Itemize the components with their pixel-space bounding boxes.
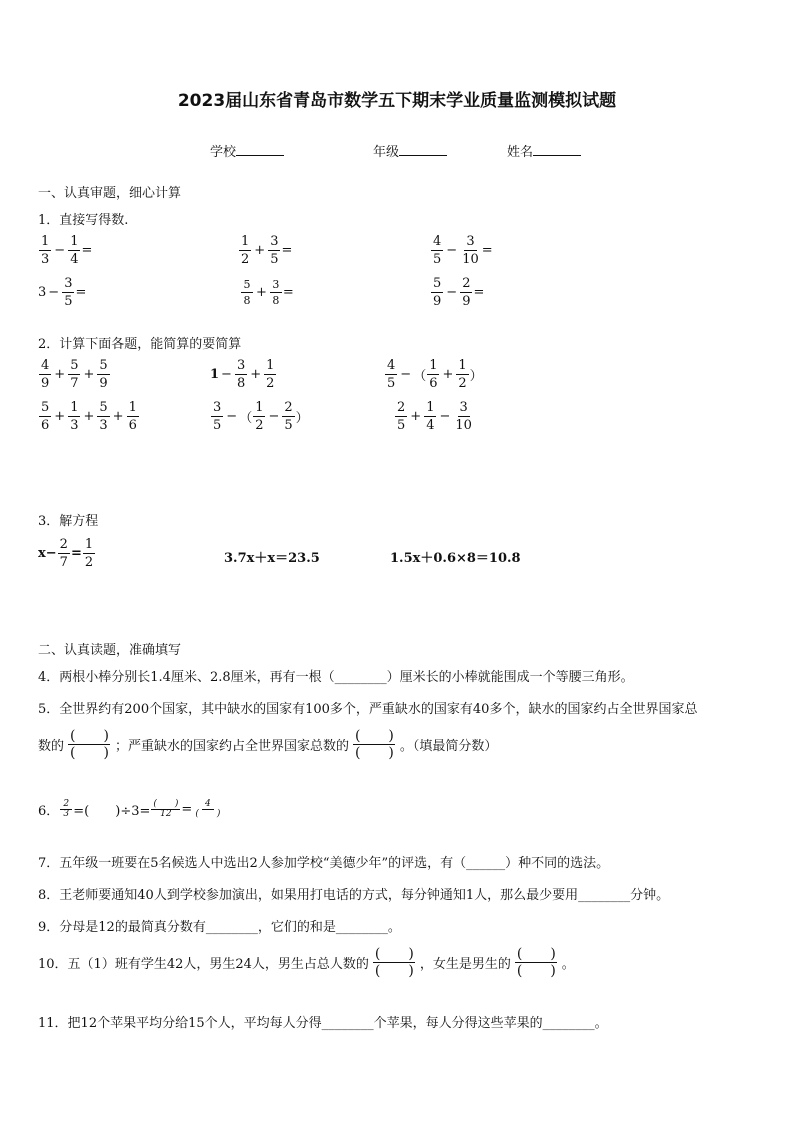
q1-item-1: $\frac{1}{3}$ − $\frac{1}{4}$ =: [41, 234, 93, 267]
q2-expr-6: $\frac{2}{5}$ + $\frac{1}{4}$ − $\frac{3}{10}$: [397, 400, 472, 433]
q3-equation-1: x− $\frac{2}{7}$ = $\frac{1}{2}$: [38, 537, 94, 570]
q10-answer-fraction-2[interactable]: ( ) ( ): [516, 946, 556, 979]
q10-answer-fraction-1[interactable]: ( ) ( ): [374, 946, 414, 979]
grade-field[interactable]: [373, 141, 447, 160]
q3-title: 3．解方程: [38, 514, 99, 529]
name-field[interactable]: [507, 141, 581, 160]
name-label: 姓名: [507, 145, 534, 160]
q3-equation-2: 3.7x＋x＝23.5: [224, 551, 320, 566]
q2-expr-2: 1 − $\frac{3}{8}$ + $\frac{1}{2}$: [210, 358, 275, 391]
q1-title: 1．直接写得数.: [38, 213, 129, 228]
section-2-heading: 二、认真读题，准确填写: [38, 643, 182, 658]
q3-equation-3: 1.5x＋0.6×8＝10.8: [390, 551, 521, 566]
q9-text: 9．分母是12的最简真分数有________，它们的和是________。: [38, 920, 401, 935]
q2-title: 2．计算下面各题，能简算的要简算: [38, 337, 242, 352]
q5-line-1: 5．全世界约有200个国家，其中缺水的国家有100多个，严重缺水的国家有40多个，缺水的国家约占全世界国家总: [38, 702, 698, 717]
q5-answer-fraction-2[interactable]: ( ) ( ): [354, 728, 394, 761]
q1-item-3: $\frac{4}{5}$ − $\frac{3}{10}$ =: [433, 234, 493, 267]
q1-item-6: $\frac{5}{9}$ − $\frac{2}{9}$ =: [433, 276, 485, 309]
name-blank[interactable]: [533, 155, 581, 156]
q10-text: 10．五（1）班有学生42人，男生24人，男生占总人数的 ( ) ( ) ，女生是男生的 ( ) ( ) 。: [38, 946, 575, 979]
school-field[interactable]: [210, 141, 284, 160]
q5-line-2: 数的 ( ) ( ) ；严重缺水的国家约占全世界国家总数的 ( ) ( ) 。（填最简分数）: [38, 728, 498, 761]
q1-item-4: 3 − $\frac{3}{5}$ =: [38, 276, 87, 309]
q2-expr-4: $\frac{5}{6}$ + $\frac{1}{3}$ + $\frac{5}{3}$ + $\frac{1}{6}$: [41, 400, 137, 433]
q1-item-5: $\frac{5}{8}$ + $\frac{3}{8}$ =: [240, 279, 294, 306]
q4-text: 4．两根小棒分别长1.4厘米、2.8厘米，再有一根（________）厘米长的小棒就能围成一个等腰三角形。: [38, 670, 634, 685]
grade-blank[interactable]: [399, 155, 447, 156]
q7-text: 7．五年级一班要在5名候选人中选出2人参加学校“美德少年”的评选，有（______）种不同的选法。: [38, 856, 610, 871]
page-title: 2023届山东省青岛市数学五下期末学业质量监测模拟试题: [177, 91, 617, 111]
section-1-heading: 一、认真审题，细心计算: [38, 186, 182, 201]
q2-expr-1: $\frac{4}{9}$ + $\frac{5}{7}$ + $\frac{5}{9}$: [41, 358, 108, 391]
school-blank[interactable]: [236, 155, 284, 156]
q8-text: 8．王老师要通知40人到学校参加演出，如果用打电话的方式，每分钟通知1人，那么最少要用________分钟。: [38, 888, 670, 903]
q2-expr-3: $\frac{4}{5}$ − （ $\frac{1}{6}$ + $\frac{1}{2}$ ）: [387, 358, 483, 391]
q2-expr-5: $\frac{3}{5}$ − （ $\frac{1}{2}$ − $\frac{2}{5}$ ）: [213, 400, 309, 433]
q6-text: 6． $\frac{2}{3}$ =( )÷3= $\frac{( )}{12}$ = $\frac{4}{( )}$: [38, 799, 221, 819]
q11-text: 11．把12个苹果平均分给15个人，平均每人分得________个苹果，每人分得这些苹果的________。: [38, 1016, 608, 1031]
school-label: 学校: [210, 145, 237, 160]
q1-item-2: $\frac{1}{2}$ + $\frac{3}{5}$ =: [241, 234, 293, 267]
grade-label: 年级: [373, 145, 400, 160]
q5-answer-fraction-1[interactable]: ( ) ( ): [70, 728, 109, 761]
